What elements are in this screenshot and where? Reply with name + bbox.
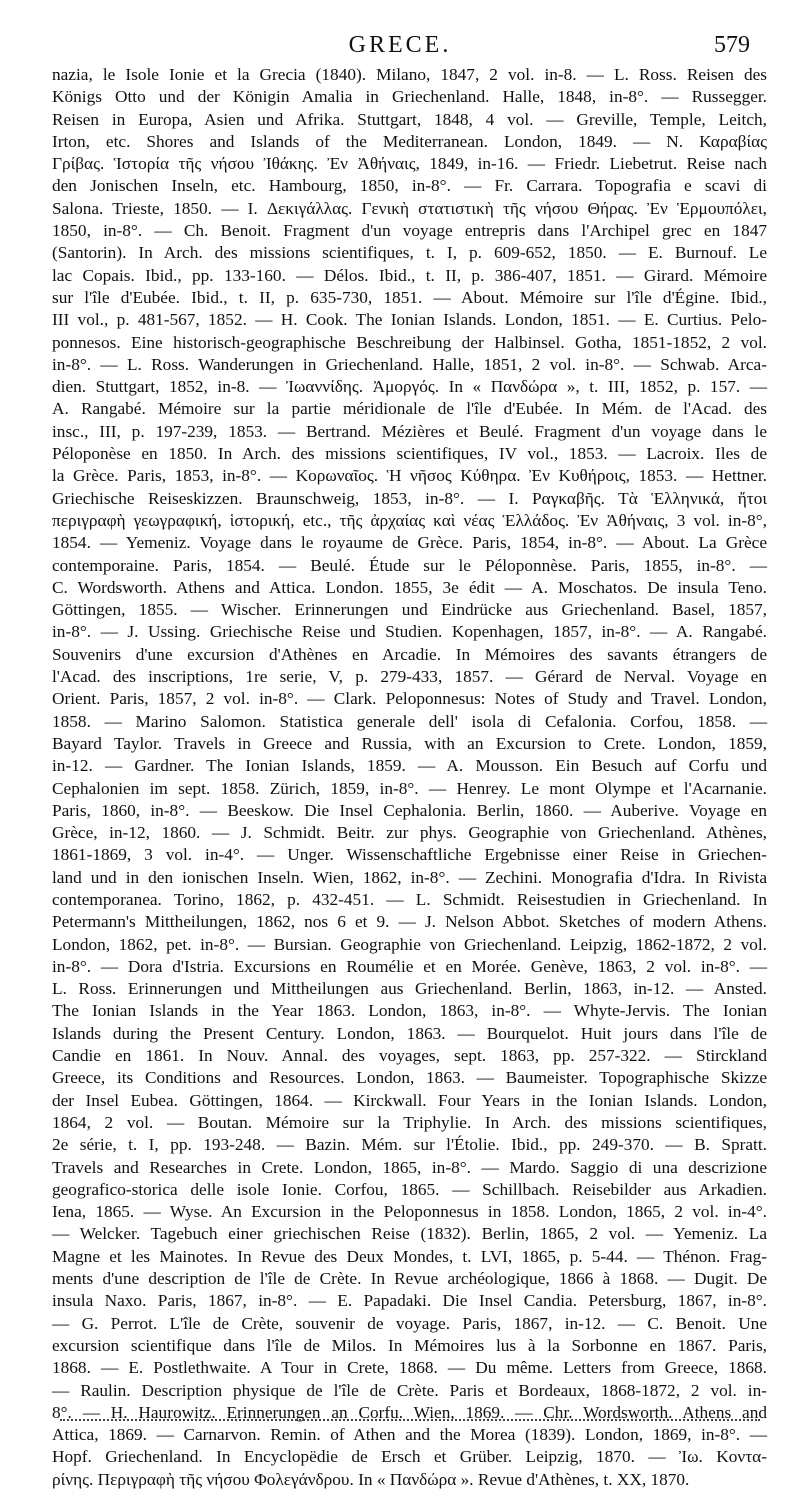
text-line: Königs Otto und der Königin Amalia in Griechenland. Halle, 1848, in-8°. — Russegger. bbox=[52, 87, 767, 107]
text-line: in-8°. — L. Ross. Wanderungen in Griechenland. Halle, 1851, 2 vol. in-8°. — Schwab. Arca- bbox=[52, 354, 767, 374]
text-line: 8°. — H. Haurowitz. Erinnerungen an Corfu. Wien, 1869. — Chr. Wordsworth. Athens and bbox=[52, 1402, 767, 1422]
text-line: — G. Perrot. L'île de Crète, souvenir de voyage. Paris, 1867, in-12. — C. Benoit. Une bbox=[52, 1313, 767, 1333]
text-line: III vol., p. 481-567, 1852. — H. Cook. The Ionian Islands. London, 1851. — E. Curtius. Pelo- bbox=[52, 310, 767, 330]
text-line: der Insel Eubea. Göttingen, 1864. — Kirckwall. Four Years in the Ionian Islands. London, bbox=[52, 1090, 767, 1110]
text-line: sur l'île d'Eubée. Ibid., t. II, p. 635-730, 1851. — About. Mémoire sur l'île d'Égine. Ibid., bbox=[52, 287, 767, 307]
text-line: excursion scientifique dans l'île de Milos. In Mémoires lus à la Sorbonne en 1867. Paris, bbox=[52, 1335, 767, 1355]
text-line: in-8°. — Dora d'Istria. Excursions en Roumélie et en Morée. Genève, 1863, 2 vol. in-8°. — bbox=[52, 956, 767, 976]
text-line: Reisen in Europa, Asien und Afrika. Stuttgart, 1848, 4 vol. — Greville, Temple, Leitch, bbox=[52, 109, 767, 129]
text-line: Orient. Paris, 1857, 2 vol. in-8°. — Clark. Peloponnesus: Notes of Study and Travel. London, bbox=[52, 689, 767, 709]
footer-dotted-rule bbox=[60, 1419, 760, 1421]
text-line: Souvenirs d'une excursion d'Athènes en Arcadie. In Mémoires des savants étrangers de bbox=[52, 644, 767, 664]
text-line: in-12. — Gardner. The Ionian Islands, 1859. — A. Mousson. Ein Besuch auf Corfu und bbox=[52, 756, 767, 776]
text-line: 1864, 2 vol. — Boutan. Mémoire sur la Triphylie. In Arch. des missions scientifiques, bbox=[52, 1112, 767, 1132]
text-line: L. Ross. Erinnerungen und Mittheilungen aus Griechenland. Berlin, 1863, in-12. — Ansted. bbox=[52, 979, 767, 999]
text-line: 1868. — E. Postlethwaite. A Tour in Crete, 1868. — Du même. Letters from Greece, 1868. bbox=[52, 1358, 767, 1378]
text-line: geografico-storica delle isole Ionie. Corfou, 1865. — Schillbach. Reisebilder aus Arkadien. bbox=[52, 1179, 767, 1199]
text-line: Griechische Reiseskizzen. Braunschweig, 1853, in-8°. — I. Ραγκαβῆς. Τὰ Ἑλληνικά, ἤτοι bbox=[52, 488, 767, 508]
text-line: 1858. — Marino Salomon. Statistica generale dell' isola di Cefalonia. Corfou, 1858. — bbox=[52, 711, 767, 731]
text-line: Travels and Researches in Crete. London, 1865, in-8°. — Mardo. Saggio di una descrizione bbox=[52, 1157, 767, 1177]
text-line: Hopf. Griechenland. In Encyclopëdie de Ersch et Grüber. Leipzig, 1870. — Ἰω. Κοντα- bbox=[52, 1447, 767, 1467]
text-line: Iena, 1865. — Wyse. An Excursion in the Peloponnesus in 1858. London, 1865, 2 vol. in-4°. bbox=[52, 1202, 767, 1222]
text-line: ρίνης. Περιγραφὴ τῆς νήσου Φολεγάνδρου. In « Πανδώρα ». Revue d'Athènes, t. XX, 1870. bbox=[52, 1469, 690, 1489]
text-line: Islands during the Present Century. London, 1863. — Bourquelot. Huit jours dans l'île de bbox=[52, 1023, 767, 1043]
text-line: The Ionian Islands in the Year 1863. London, 1863, in-8°. — Whyte-Jervis. The Ionian bbox=[52, 1001, 767, 1021]
running-title: GRECE. bbox=[348, 32, 452, 58]
text-line: Γρίβας. Ἱστορία τῆς νήσου Ἰθάκης. Ἐν Ἀθήναις, 1849, in-16. — Friedr. Liebetrut. Reise nach bbox=[52, 154, 767, 174]
text-line: ments d'une description de l'île de Crète. In Revue archéologique, 1866 à 1868. — Dugit. De bbox=[52, 1269, 767, 1289]
text-line: Cephalonien im sept. 1858. Zürich, 1859, in-8°. — Henrey. Le mont Olympe et l'Acarnanie. bbox=[52, 778, 767, 798]
text-line: la Grèce. Paris, 1853, in-8°. — Κορωναῖος. Ἡ νῆσος Κύθηρα. Ἐν Κυθήροις, 1853. — Hettner. bbox=[52, 466, 767, 486]
text-line: Péloponèse en 1850. In Arch. des missions scientifiques, IV vol., 1853. — Lacroix. Iles de bbox=[52, 444, 767, 464]
text-line: Petermann's Mittheilungen, 1862, nos 6 et 9. — J. Nelson Abbot. Sketches of modern Athens. bbox=[52, 912, 767, 932]
text-line: nazia, le Isole Ionie et la Grecia (1840). Milano, 1847, 2 vol. in-8. — L. Ross. Reisen des bbox=[52, 65, 767, 84]
text-line: Grèce, in-12, 1860. — J. Schmidt. Beitr. zur phys. Geographie von Griechenland. Athènes, bbox=[52, 823, 767, 843]
text-line: περιγραφὴ γεωγραφική, ἱστορική, etc., τῆς ἀρχαίας καὶ νέας Ἑλλάδος. Ἐν Ἀθήναις, 3 vol. in-8°, bbox=[52, 510, 767, 530]
text-line: Salona. Trieste, 1850. — I. Δεκιγάλλας. Γενικὴ στατιστικὴ τῆς νήσου Θήρας. Ἐν Ἑρμουπόλει, bbox=[52, 198, 767, 218]
text-line: Göttingen, 1855. — Wischer. Erinnerungen und Eindrücke aus Griechenland. Basel, 1857, bbox=[52, 600, 767, 620]
page-number: 579 bbox=[714, 32, 750, 58]
text-line: insc., III, p. 197-239, 1853. — Bertrand. Mézières et Beulé. Fragment d'un voyage dans le bbox=[52, 421, 767, 441]
text-line: l'Acad. des inscriptions, 1re serie, V, p. 279-433, 1857. — Gérard de Nerval. Voyage en bbox=[52, 667, 767, 687]
page-header bbox=[0, 28, 800, 62]
text-line: 1850, in-8°. — Ch. Benoit. Fragment d'un voyage entrepris dans l'Archipel grec en 1847 bbox=[52, 221, 767, 241]
text-line: Irton, etc. Shores and Islands of the Mediterranean. London, 1849. — N. Καραβίας bbox=[52, 131, 767, 151]
text-line: Paris, 1860, in-8°. — Beeskow. Die Insel Cephalonia. Berlin, 1860. — Auberive. Voyage en bbox=[52, 800, 767, 820]
text-line: Attica, 1869. — Carnarvon. Remin. of Athen and the Morea (1839). London, 1869, in-8°. — bbox=[52, 1425, 767, 1445]
text-line: den Jonischen Inseln, etc. Hambourg, 1850, in-8°. — Fr. Carrara. Topografia e scavi di bbox=[52, 176, 767, 196]
bibliography-text bbox=[52, 64, 767, 1491]
text-line: ponnesos. Eine historisch-geographische Beschreibung der Halbinsel. Gotha, 1851-1852, 2 vol. bbox=[52, 332, 767, 352]
text-line: land und in den ionischen Inseln. Wien, 1862, in-8°. — Zechini. Monografia d'Idra. In Rivista bbox=[52, 867, 767, 887]
text-line: Greece, its Conditions and Resources. London, 1863. — Baumeister. Topographische Skizze bbox=[52, 1068, 767, 1088]
text-line: 1854. — Yemeniz. Voyage dans le royaume de Grèce. Paris, 1854, in-8°. — About. La Grèce bbox=[52, 533, 767, 553]
text-line: Bayard Taylor. Travels in Greece and Russia, with an Excursion to Crete. London, 1859, bbox=[52, 733, 767, 753]
text-line: Magne et les Mainotes. In Revue des Deux Mondes, t. LVI, 1865, p. 5-44. — Thénon. Frag- bbox=[52, 1246, 767, 1266]
text-line: 1861-1869, 3 vol. in-4°. — Unger. Wissenschaftliche Ergebnisse einer Reise in Griechen- bbox=[52, 845, 767, 865]
text-line: — Raulin. Description physique de l'île de Crète. Paris et Bordeaux, 1868-1872, 2 vol. in- bbox=[52, 1380, 767, 1400]
text-line: lac Copais. Ibid., pp. 133-160. — Délos. Ibid., t. II, p. 386-407, 1851. — Girard. Mémoire bbox=[52, 265, 767, 285]
text-line: Candie en 1861. In Nouv. Annal. des voyages, sept. 1863, pp. 257-322. — Stirckland bbox=[52, 1046, 767, 1066]
text-line: dien. Stuttgart, 1852, in-8. — Ἰωαννίδης. Ἀμοργός. In « Πανδώρα », t. III, 1852, p. 157. — bbox=[52, 377, 767, 397]
text-line: contemporaine. Paris, 1854. — Beulé. Étude sur le Péloponnèse. Paris, 1855, in-8°. — bbox=[52, 555, 767, 575]
text-line: in-8°. — J. Ussing. Griechische Reise und Studien. Kopenhagen, 1857, in-8°. — A. Rangabé. bbox=[52, 622, 767, 642]
text-line: (Santorin). In Arch. des missions scientifiques, t. I, p. 609-652, 1850. — E. Burnouf. Le bbox=[52, 243, 767, 263]
text-line: 2e série, t. I, pp. 193-248. — Bazin. Mém. sur l'Étolie. Ibid., pp. 249-370. — B. Spratt. bbox=[52, 1135, 767, 1155]
text-line: contemporanea. Torino, 1862, p. 432-451. — L. Schmidt. Reisestudien in Griechenland. In bbox=[52, 889, 767, 909]
text-line: London, 1862, pet. in-8°. — Bursian. Geographie von Griechenland. Leipzig, 1862-1872, 2 vol. bbox=[52, 934, 767, 954]
text-line: C. Wordsworth. Athens and Attica. London. 1855, 3e édit — A. Moschatos. De insula Teno. bbox=[52, 577, 767, 597]
text-line: insula Naxo. Paris, 1867, in-8°. — E. Papadaki. Die Insel Candia. Petersburg, 1867, in-8°. bbox=[52, 1291, 767, 1311]
text-line: — Welcker. Tagebuch einer griechischen Reise (1832). Berlin, 1865, 2 vol. — Yemeniz. La bbox=[52, 1224, 767, 1244]
text-line: A. Rangabé. Mémoire sur la partie méridionale de l'île d'Eubée. In Mém. de l'Acad. des bbox=[52, 399, 767, 419]
